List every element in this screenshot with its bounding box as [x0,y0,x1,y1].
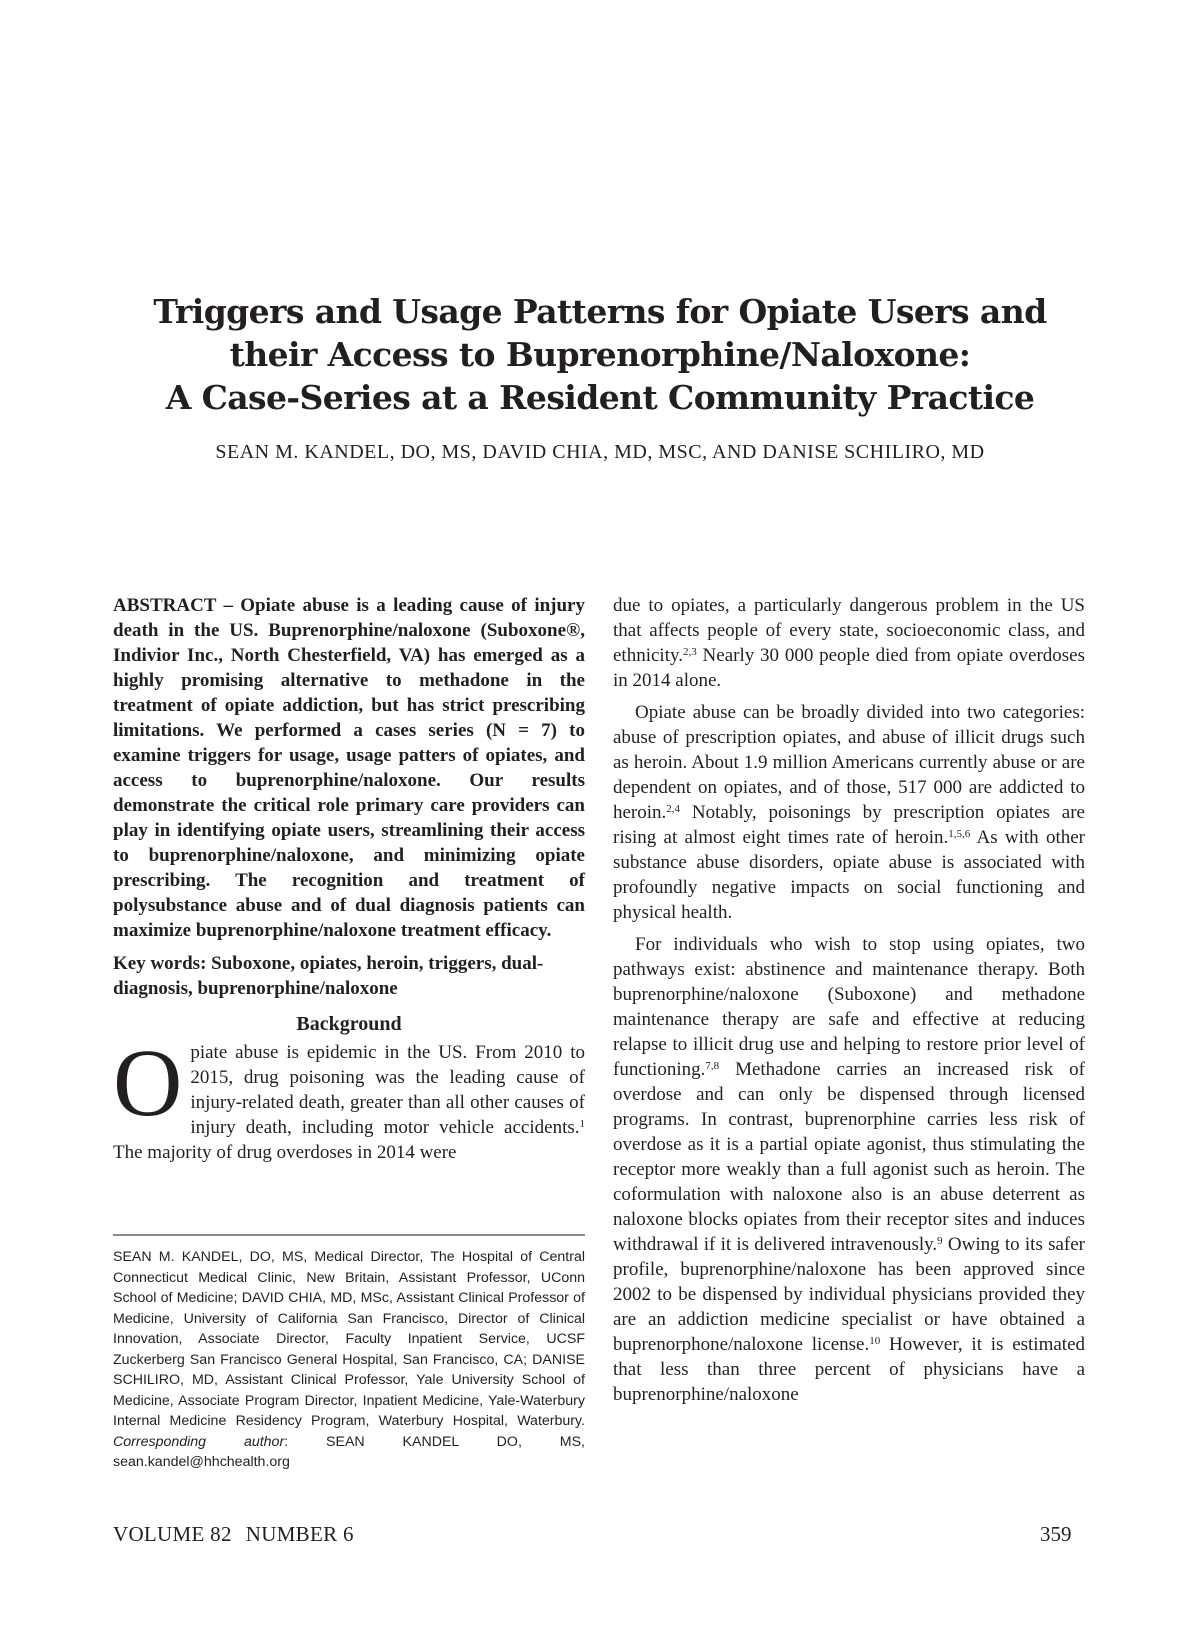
body-text: Notably, poisonings by prescription opiates are rising at almost eight times rate of heroin. [613,802,1085,848]
corresponding-author-label: Corresponding author [113,1433,285,1450]
journal-volume-footer [113,1522,354,1547]
body-text: Owing to its safer profile, buprenorphine/naloxone has been approved since 2002 to be dispensed by individual physicians provided they are an addiction medicine specialist or have obtained a buprenorphone/naloxone license. [613,1234,1085,1355]
citation-ref: 1,5,6 [948,828,971,840]
background-text-a: piate abuse is epidemic in the US. From 2010 to 2015, drug poisoning was the leading cause of injury-related death, greater than all other causes of injury death, including motor vehicle accidents. [190,1042,585,1138]
keywords: Key words: Suboxone, opiates, heroin, triggers, dual-diagnosis, buprenorphine/naloxone [113,953,544,999]
article-title [0,290,1200,419]
footnote-divider [113,1234,585,1236]
citation-ref: 1 [579,1118,585,1130]
body-text: Opiate abuse can be broadly divided into two categories: abuse of prescription opiates, and abuse of illicit drugs such as heroin. About 1.9 million Americans currently abuse or are dependent on opiates, and of those, 517 000 are addicted to heroin. [613,702,1085,823]
background-heading: Background [296,1013,402,1035]
issue-number-label: NUMBER 6 [245,1522,354,1546]
title-block [0,290,1200,464]
body-paragraph-2 [613,700,1085,925]
citation-ref: 10 [869,1335,881,1347]
citation-ref: 7,8 [705,1060,720,1072]
background-paragraph [113,1029,585,1165]
body-text: Methadone carries an increased risk of overdose and can only be dispensed through licensed programs. In contrast, buprenorphine carries less risk of overdose as it is a partial opiate agonist, thus stimulating the receptor more weakly than a full agonist such as heroin. The coformulation with naloxone also is an abuse deterrent as naloxone blocks opiates from their receptor sites and induces withdrawal if it is delivered intravenously. [613,1059,1085,1255]
body-text: However, it is estimated that less than three percent of physicians have a buprenorphine/naloxone [613,1334,1085,1405]
citation-ref: 9 [937,1235,943,1247]
left-column [113,593,585,1165]
volume-label: VOLUME 82 [113,1522,232,1546]
author-list: SEAN M. KANDEL, DO, MS, DAVID CHIA, MD, MSC, AND DANISE SCHILIRO, MD [215,441,985,463]
footnote-text: SEAN M. KANDEL, DO, MS, Medical Director, The Hospital of Central Connecticut Medical Clinic, New Britain, Assistant Professor, UConn School of Medicine; DAVID CHIA, MD, MSc, Assistant Clinical Professor of Medicine, University of California San Francisco, Director of Clinical Innovation, Associate Director, Faculty Inpatient Service, UCSF Zuckerberg San Francisco General Hospital, San Francisco, CA; DANISE SCHILIRO, MD, Assistant Clinical Professor, Yale University School of Medicine, Associate Program Director, Inpatient Medicine, Yale-Waterbury Internal Medicine Residency Program, Waterbury Hospital, Waterbury. [113,1249,585,1429]
body-paragraph-1 [613,593,1085,693]
corresponding-author-contact: : SEAN KANDEL DO, MS, sean.kandel@hhchealth.org [113,1433,585,1470]
right-column [613,593,1085,1414]
page-number: 359 [1040,1522,1072,1546]
citation-ref: 2,3 [683,646,697,658]
body-text: As with other substance abuse disorders, opiate abuse is associated with profoundly negative impacts on social functioning and physical health. [613,827,1085,923]
body-text: Nearly 30 000 people died from opiate overdoses in 2014 alone. [613,645,1085,691]
title-line-3: A Case-Series at a Resident Community Practice [165,378,1035,417]
body-paragraph-3 [613,932,1085,1407]
title-line-1: Triggers and Usage Patterns for Opiate Users and [153,292,1047,331]
abstract: ABSTRACT – Opiate abuse is a leading cause of injury death in the US. Buprenorphine/naloxone (Suboxone®, Indivior Inc., North Chesterfield, VA) has emerged as a highly promising alternative to methadone in the treatment of opiate addiction, but has strict prescribing limitations. We performed a cases series (N = 7) to examine triggers for usage, usage patters of opiates, and access to buprenorphine/naloxone. Our results demonstrate the critical role primary care providers can play in identifying opiate users, streamlining their access to buprenorphine/naloxone, and minimizing opiate prescribing. The recognition and treatment of polysubstance abuse and of dual diagnosis patients can maximize buprenorphine/naloxone treatment efficacy. [113,595,585,941]
body-text: due to opiates, a particularly dangerous problem in the US that affects people of every state, socioeconomic class, and ethnicity. [613,595,1085,666]
background-text-b: The majority of drug overdoses in 2014 were [113,1142,457,1163]
drop-cap: O [113,1029,183,1136]
body-text: For individuals who wish to stop using opiates, two pathways exist: abstinence and maintenance therapy. Both buprenorphine/naloxone (Suboxone) and methadone maintenance therapy are safe and effective at reducing relapse to illicit drug use and helping to restore prior level of functioning. [613,934,1085,1080]
citation-ref: 2,4 [666,803,681,815]
title-line-2: their Access to Buprenorphine/Naloxone: [229,335,971,374]
author-affiliations-footnote [113,1247,585,1473]
